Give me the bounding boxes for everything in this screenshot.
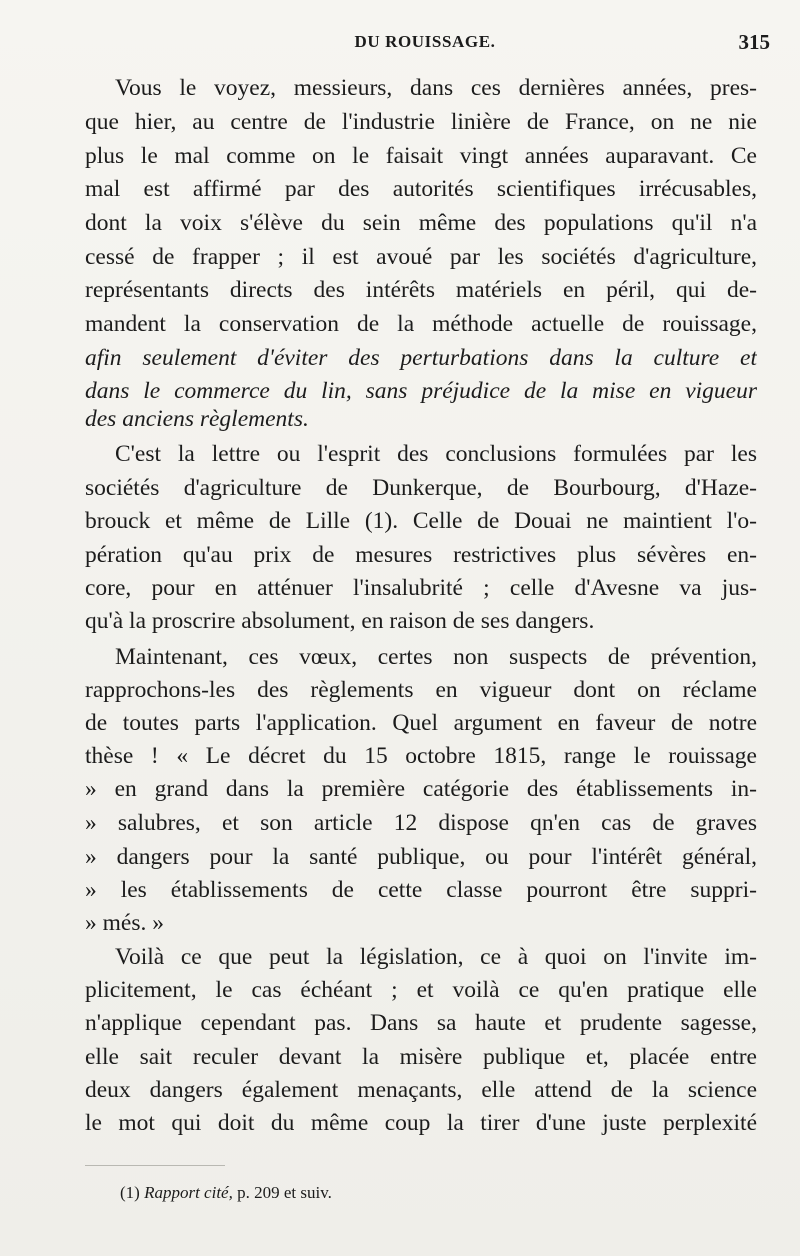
italic-text-line: dans le commerce du lin, sans préjudice de la mise en vigueur: [85, 378, 757, 404]
text-line: brouck et même de Lille (1). Celle de Douai ne maintient l'o-: [85, 508, 757, 534]
text-line: Maintenant, ces vœux, certes non suspects de prévention,: [115, 644, 757, 670]
text-line: qu'à la proscrire absolument, en raison de ses dangers.: [85, 608, 595, 634]
text-line: sociétés d'agriculture de Dunkerque, de Bourbourg, d'Haze-: [85, 475, 757, 501]
text-line: core, pour en atténuer l'insalubrité ; celle d'Avesne va jus-: [85, 575, 757, 601]
text-line: rapprochons-les des règlements en vigueur dont on réclame: [85, 677, 757, 703]
footnote-text: p. 209 et suiv.: [237, 1183, 332, 1202]
text-line: plus le mal comme on le faisait vingt années auparavant. Ce: [85, 143, 757, 169]
text-line: dont la voix s'élève du sein même des populations qu'il n'a: [85, 210, 757, 236]
text-line: mal est affirmé par des autorités scientifiques irrécusables,: [85, 176, 757, 202]
footnote-divider: [85, 1165, 225, 1166]
text-line: le mot qui doit du même coup la tirer d'une juste perplexité: [85, 1110, 757, 1136]
text-line: thèse ! « Le décret du 15 octobre 1815, range le rouissage: [85, 743, 757, 769]
text-line: » les établissements de cette classe pourront être suppri-: [85, 877, 757, 903]
text-line: C'est la lettre ou l'esprit des conclusions formulées par les: [115, 441, 757, 467]
text-line: n'applique cependant pas. Dans sa haute et prudente sagesse,: [85, 1010, 757, 1036]
text-line: deux dangers également menaçants, elle attend de la science: [85, 1077, 757, 1103]
text-line: » dangers pour la santé publique, ou pour l'intérêt général,: [85, 844, 757, 870]
italic-text-line: des anciens règlements.: [85, 406, 309, 432]
footnote: [120, 1180, 332, 1206]
footnote-title: Rapport cité,: [144, 1183, 233, 1202]
text-line: plicitement, le cas échéant ; et voilà ce qu'en pratique elle: [85, 977, 757, 1003]
text-line: mandent la conservation de la méthode actuelle de rouissage,: [85, 311, 757, 337]
italic-text-line: afin seulement d'éviter des perturbations dans la culture et: [85, 345, 757, 371]
text-line: » més. »: [85, 910, 164, 936]
text-line: elle sait reculer devant la misère publique et, placée entre: [85, 1044, 757, 1070]
text-line: Vous le voyez, messieurs, dans ces dernières années, pres-: [115, 75, 757, 101]
text-line: que hier, au centre de l'industrie linière de France, on ne nie: [85, 109, 757, 135]
text-line: cessé de frapper ; il est avoué par les sociétés d'agriculture,: [85, 244, 757, 270]
page-number: 315: [738, 30, 770, 54]
footnote-marker: (1): [120, 1183, 140, 1202]
running-title: DU ROUISSAGE.: [354, 32, 496, 51]
text-line: » salubres, et son article 12 dispose qn'en cas de graves: [85, 810, 757, 836]
text-line: de toutes parts l'application. Quel argument en faveur de notre: [85, 710, 757, 736]
text-line: pération qu'au prix de mesures restrictives plus sévères en-: [85, 542, 757, 568]
text-line: représentants directs des intérêts matériels en péril, qui de-: [85, 277, 757, 303]
text-line: Voilà ce que peut la législation, ce à quoi on l'invite im-: [115, 944, 757, 970]
running-head: [80, 30, 770, 62]
text-line: » en grand dans la première catégorie des établissements in-: [85, 776, 757, 802]
